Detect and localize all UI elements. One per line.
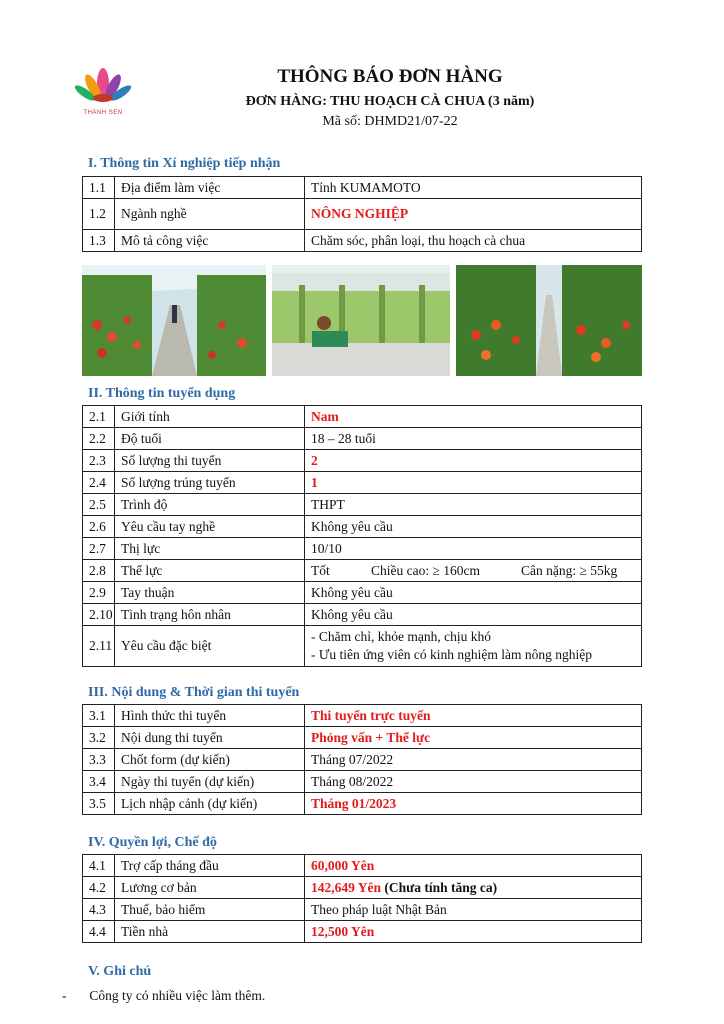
row-number: 2.4 (83, 472, 115, 494)
row-number: 4.1 (83, 855, 115, 877)
row-number: 2.7 (83, 538, 115, 560)
row-number: 2.8 (83, 560, 115, 582)
row-value: Nam (305, 406, 642, 428)
row-number: 3.2 (83, 727, 115, 749)
table-row (83, 450, 642, 472)
row-label: Chốt form (dự kiến) (115, 749, 305, 771)
salary-value (305, 877, 642, 899)
row-label: Tình trạng hôn nhân (115, 604, 305, 626)
table-row (83, 177, 642, 199)
table-row (83, 230, 642, 252)
table-row (83, 582, 642, 604)
row-number: 2.10 (83, 604, 115, 626)
greenhouse-photos (82, 265, 642, 376)
row-value: 12,500 Yên (305, 921, 642, 943)
table-row (83, 921, 642, 943)
note-item (62, 988, 265, 1004)
table-row (83, 771, 642, 793)
row-value: 18 – 28 tuổi (305, 428, 642, 450)
section-5-heading: V. Ghi chú (88, 964, 152, 979)
row-value: THPT (305, 494, 642, 516)
row-number: 2.2 (83, 428, 115, 450)
bullet-dash: - (62, 988, 67, 1003)
row-number: 3.5 (83, 793, 115, 815)
row-label: Số lượng thi tuyển (115, 450, 305, 472)
company-info-table (82, 176, 642, 252)
row-value: Chăm sóc, phân loại, thu hoạch cà chua (305, 230, 642, 252)
table-row (83, 705, 642, 727)
table-row (83, 604, 642, 626)
row-value: Thi tuyển trực tuyến (305, 705, 642, 727)
row-label: Thị lực (115, 538, 305, 560)
weight-requirement: Cân nặng: ≥ 55kg (521, 562, 618, 578)
special-requirements (305, 626, 642, 667)
row-value: Tháng 07/2022 (305, 749, 642, 771)
table-row (83, 727, 642, 749)
row-value: Tỉnh KUMAMOTO (305, 177, 642, 199)
requirement-line: - Chăm chỉ, khỏe mạnh, chịu khó (311, 629, 491, 644)
row-label: Ngành nghề (115, 199, 305, 230)
row-value: 2 (305, 450, 642, 472)
row-number: 1.2 (83, 199, 115, 230)
greenhouse-photo-3 (456, 265, 642, 376)
row-label: Độ tuổi (115, 428, 305, 450)
row-label: Lịch nhập cảnh (dự kiến) (115, 793, 305, 815)
row-value: 10/10 (305, 538, 642, 560)
row-number: 2.1 (83, 406, 115, 428)
row-label: Thuế, bảo hiểm (115, 899, 305, 921)
table-row (83, 793, 642, 815)
table-row (83, 472, 642, 494)
physique-status: Tốt (311, 562, 330, 578)
row-value: Không yêu cầu (305, 582, 642, 604)
table-row (83, 428, 642, 450)
row-number: 3.4 (83, 771, 115, 793)
row-number: 2.11 (83, 626, 115, 667)
row-number: 4.2 (83, 877, 115, 899)
row-label: Hình thức thi tuyển (115, 705, 305, 727)
row-label: Lương cơ bản (115, 877, 305, 899)
row-label: Nội dung thi tuyển (115, 727, 305, 749)
table-row (83, 560, 642, 582)
row-value: Tháng 08/2022 (305, 771, 642, 793)
row-number: 2.5 (83, 494, 115, 516)
greenhouse-photo-2 (272, 265, 450, 376)
section-4-heading: IV. Quyền lợi, Chế độ (88, 835, 217, 850)
row-number: 3.3 (83, 749, 115, 771)
row-number: 2.9 (83, 582, 115, 604)
row-label: Yêu cầu đặc biệt (115, 626, 305, 667)
row-label: Trợ cấp tháng đầu (115, 855, 305, 877)
row-number: 3.1 (83, 705, 115, 727)
row-label: Ngày thi tuyển (dự kiến) (115, 771, 305, 793)
salary-note: (Chưa tính tăng ca) (384, 879, 498, 895)
table-row (83, 749, 642, 771)
row-value: NÔNG NGHIỆP (305, 199, 642, 230)
row-number: 2.3 (83, 450, 115, 472)
table-row (83, 406, 642, 428)
table-row (83, 538, 642, 560)
benefits-table (82, 854, 642, 943)
row-label: Số lượng trúng tuyển (115, 472, 305, 494)
row-label: Thể lực (115, 560, 305, 582)
row-value: 60,000 Yên (305, 855, 642, 877)
row-value: Không yêu cầu (305, 516, 642, 538)
logo-text: THÀNH SEN (83, 110, 123, 116)
section-2-heading: II. Thông tin tuyển dụng (88, 386, 236, 401)
page-title: THÔNG BÁO ĐƠN HÀNG (277, 66, 503, 87)
row-label: Tay thuận (115, 582, 305, 604)
order-code: Mã số: DHMD21/07-22 (322, 114, 458, 129)
row-value: Không yêu cầu (305, 604, 642, 626)
row-value: Theo pháp luật Nhật Bản (305, 899, 642, 921)
row-label: Địa điểm làm việc (115, 177, 305, 199)
row-value: Tháng 01/2023 (305, 793, 642, 815)
row-number: 4.3 (83, 899, 115, 921)
table-row (83, 877, 642, 899)
table-row (83, 899, 642, 921)
recruitment-info-table (82, 405, 642, 667)
exam-info-table (82, 704, 642, 815)
row-label: Yêu cầu tay nghề (115, 516, 305, 538)
row-label: Giới tính (115, 406, 305, 428)
row-number: 2.6 (83, 516, 115, 538)
row-number: 1.1 (83, 177, 115, 199)
table-row (83, 516, 642, 538)
table-row (83, 626, 642, 667)
page-subtitle: ĐƠN HÀNG: THU HOẠCH CÀ CHUA (3 năm) (245, 94, 535, 109)
section-1-heading: I. Thông tin Xí nghiệp tiếp nhận (88, 156, 281, 171)
table-row (83, 494, 642, 516)
row-number: 1.3 (83, 230, 115, 252)
row-number: 4.4 (83, 921, 115, 943)
physique-value (305, 560, 642, 582)
row-value: Phỏng vấn + Thể lực (305, 727, 642, 749)
row-label: Mô tả công việc (115, 230, 305, 252)
greenhouse-photo-1 (82, 265, 266, 376)
table-row (83, 199, 642, 230)
section-3-heading: III. Nội dung & Thời gian thi tuyển (88, 685, 300, 700)
height-requirement: Chiều cao: ≥ 160cm (371, 562, 481, 578)
salary-amount: 142,649 Yên (311, 879, 381, 895)
row-value: 1 (305, 472, 642, 494)
row-label: Trình độ (115, 494, 305, 516)
requirement-line: - Ưu tiên ứng viên có kinh nghiệm làm nông nghiệp (311, 647, 592, 662)
row-label: Tiền nhà (115, 921, 305, 943)
table-row (83, 855, 642, 877)
note-text: Công ty có nhiều việc làm thêm. (89, 988, 266, 1003)
